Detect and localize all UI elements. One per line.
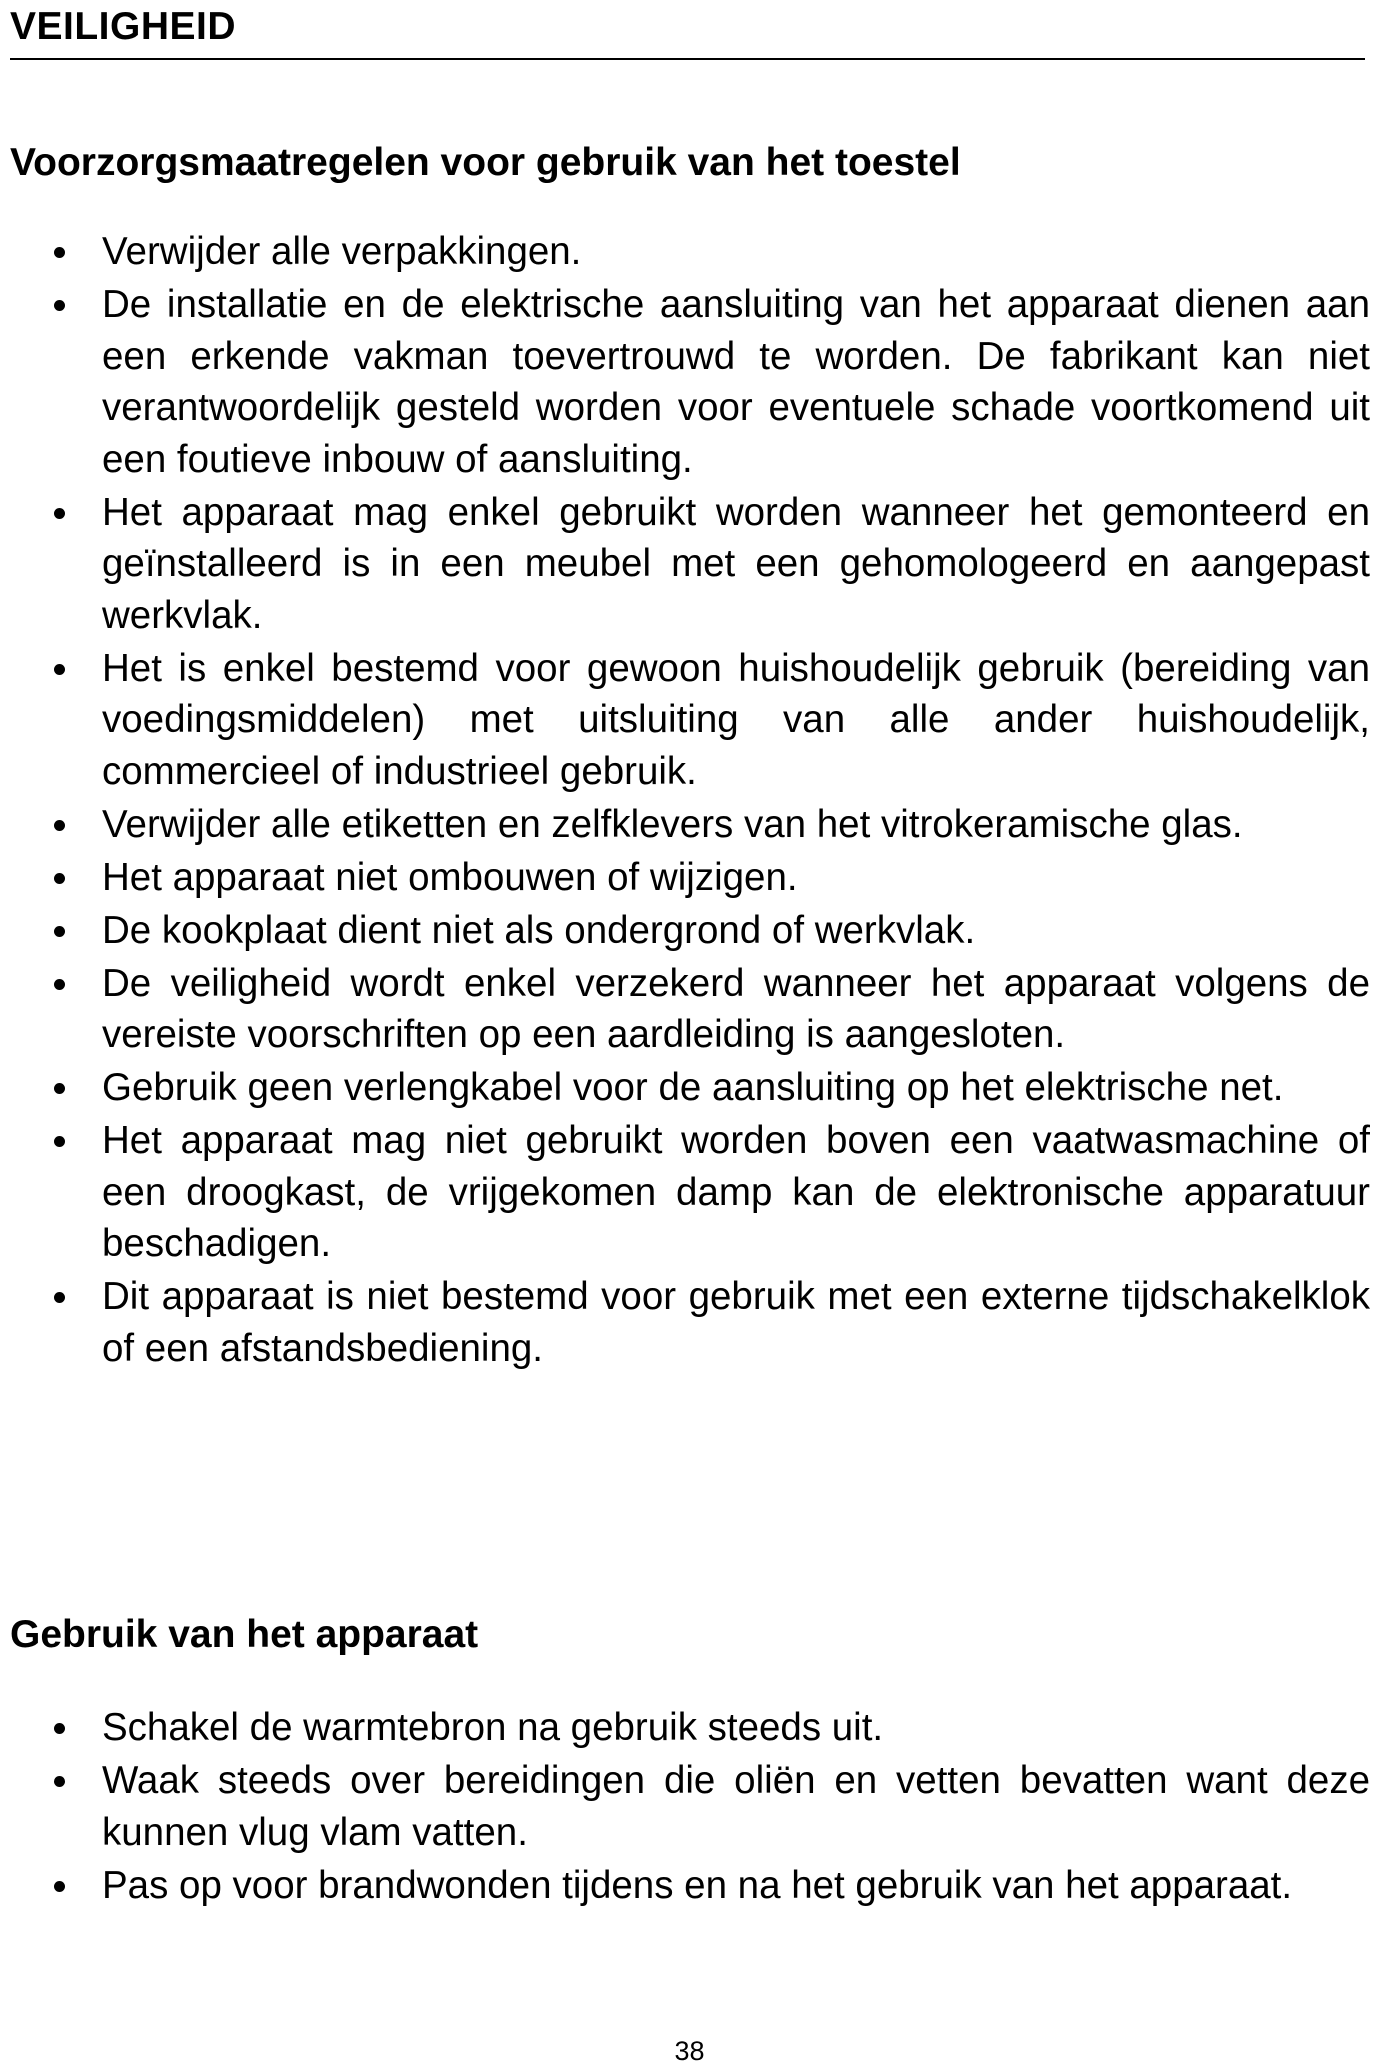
list-item-text: Het apparaat mag niet gebruikt worden boven een vaatwasmachine of een droogkast, de vrijgekomen damp kan de elektronische apparatuur beschadigen. (102, 1119, 1370, 1265)
bullet-icon (54, 1292, 65, 1303)
list-item-text: Het is enkel bestemd voor gewoon huishoudelijk gebruik (bereiding van voedingsmiddelen) met uitsluiting van alle ander huishoudelijk, commercieel of industrieel gebruik. (102, 646, 1370, 793)
list-item (0, 905, 1370, 957)
bullet-icon (54, 664, 65, 675)
list-item-text: De veiligheid wordt enkel verzekerd wanneer het apparaat volgens de vereiste voorschriften op een aardleiding is aangesloten. (102, 961, 1370, 1056)
list-item (0, 1702, 1370, 1754)
list-item-text: Verwijder alle verpakkingen. (102, 230, 582, 273)
page-header (10, 2, 1365, 60)
list-item-text: De kookplaat dient niet als ondergrond of werkvlak. (102, 908, 976, 952)
bullet-icon (54, 1776, 65, 1787)
bullet-icon (54, 1723, 65, 1734)
list-item (0, 852, 1370, 904)
list-item-text: Het apparaat mag enkel gebruikt worden wanneer het gemonteerd en geïnstalleerd is in een meubel met een gehomologeerd en aangepast werkvlak. (102, 490, 1370, 637)
bullet-icon (54, 247, 65, 258)
bullet-icon (54, 508, 65, 519)
bullet-icon (54, 1881, 65, 1892)
list-item-text: Het apparaat niet ombouwen of wijzigen. (102, 855, 798, 899)
bullet-icon (54, 1083, 65, 1094)
precautions-list (0, 226, 1370, 1376)
list-item (0, 1271, 1370, 1374)
list-item-text: Waak steeds over bereidingen die oliën en vetten bevatten want deze kunnen vlug vlam vatten. (102, 1759, 1370, 1854)
list-item (0, 958, 1370, 1061)
page-number: 38 (674, 2036, 705, 2066)
list-item (0, 1115, 1370, 1270)
bullet-icon (54, 1136, 65, 1147)
list-item (0, 1755, 1370, 1858)
bullet-icon (54, 979, 65, 990)
bullet-icon (54, 926, 65, 937)
list-item-text: Verwijder alle etiketten en zelfklevers van het vitrokeramische glas. (102, 802, 1243, 846)
list-item-text: Schakel de warmtebron na gebruik steeds uit. (102, 1706, 884, 1749)
section-title-precautions: Voorzorgsmaatregelen voor gebruik van het toestel (10, 141, 961, 184)
list-item-text: De installatie en de elektrische aansluiting van het apparaat dienen aan een erkende vakman toevertrouwd te worden. De fabrikant kan niet verantwoordelijk gesteld worden voor eventuele schade voortkomend uit een foutieve inbouw of aansluiting. (102, 283, 1370, 481)
list-item-text: Gebruik geen verlengkabel voor de aansluiting op het elektrische net. (102, 1066, 1284, 1109)
list-item (0, 279, 1370, 485)
list-item-text: Pas op voor brandwonden tijdens en na het gebruik van het apparaat. (102, 1863, 1293, 1907)
list-item (0, 487, 1370, 642)
list-item-text: Dit apparaat is niet bestemd voor gebruik met een externe tijdschakelklok of een afstandsbediening. (102, 1275, 1370, 1370)
list-item (0, 1062, 1370, 1114)
bullet-icon (54, 820, 65, 831)
list-item (0, 1860, 1370, 1912)
bullet-icon (54, 873, 65, 884)
page-title: VEILIGHEID (10, 5, 237, 48)
list-item (0, 799, 1370, 851)
list-item (0, 226, 1370, 278)
list-item (0, 643, 1370, 798)
bullet-icon (54, 300, 65, 311)
usage-list (0, 1702, 1370, 1913)
section-title-usage: Gebruik van het apparaat (10, 1613, 479, 1656)
